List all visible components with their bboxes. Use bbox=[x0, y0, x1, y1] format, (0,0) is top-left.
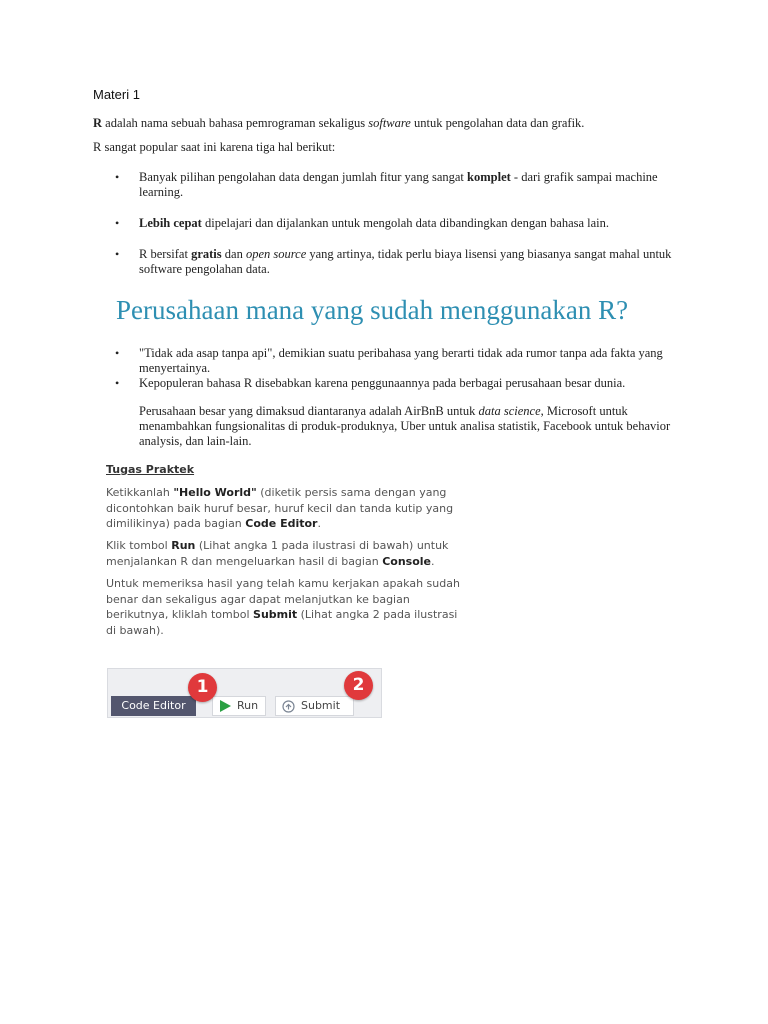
play-icon bbox=[219, 700, 231, 718]
bullet-bold: gratis bbox=[191, 247, 222, 261]
subpara-italic: data science bbox=[478, 404, 541, 418]
companies-paragraph bbox=[139, 404, 675, 449]
bullet-icon: • bbox=[115, 216, 120, 230]
editor-toolbar-illustration bbox=[107, 668, 382, 718]
bullet-text: dan bbox=[221, 247, 246, 261]
bullet-icon: • bbox=[115, 247, 120, 261]
list-item bbox=[93, 376, 673, 391]
upload-icon bbox=[282, 700, 295, 719]
section-heading: Perusahaan mana yang sudah menggunakan R? bbox=[116, 295, 629, 325]
task-text: (Lihat angka 1 pada ilustrasi di bawah) untuk menjalankan R dan mengeluarkan hasil di bagian bbox=[106, 539, 449, 568]
bullet-icon: • bbox=[115, 170, 120, 184]
bullet-text: dipelajari dan dijalankan untuk mengolah data dibandingkan dengan bahasa lain. bbox=[201, 216, 610, 230]
intro-text-a: adalah nama sebuah bahasa pemrograman sekaligus bbox=[102, 116, 369, 130]
subpara-text: Perusahaan besar yang dimaksud diantaranya adalah AirBnB untuk bbox=[139, 404, 479, 418]
bullet-text: R bersifat bbox=[139, 247, 192, 261]
task-title: Tugas Praktek bbox=[106, 463, 195, 476]
task-text: (diketik persis sama dengan yang dicontohkan baik huruf besar, huruf kecil dan tanda kutip yang dimilikinya) pada bagian bbox=[106, 486, 454, 530]
bullet-text: yang artinya, tidak perlu biaya lisensi yang biasanya sangat mahal untuk software pengolahan data. bbox=[139, 247, 672, 276]
bullet-text: Banyak pilihan pengolahan data dengan jumlah fitur yang sangat bbox=[139, 170, 468, 184]
task-bold: Run bbox=[171, 539, 196, 552]
task-bold: "Hello World" bbox=[173, 486, 257, 499]
bullet-italic: open source bbox=[245, 247, 307, 261]
intro-paragraph-2: R sangat popular saat ini karena tiga hal berikut: bbox=[93, 140, 336, 154]
intro-text-b: untuk pengolahan data dan grafik. bbox=[410, 116, 585, 130]
intro-paragraph-1 bbox=[93, 116, 673, 131]
task-paragraph-3 bbox=[106, 576, 466, 638]
list-item bbox=[93, 247, 673, 277]
subpara-text: , Microsoft untuk menambahkan fungsionalitas di produk-produknya, Uber untuk analisa statistik, Facebook untuk behavior analysis, dan lain-lain. bbox=[139, 404, 671, 448]
task-bold: Submit bbox=[253, 608, 298, 621]
reasons-list bbox=[93, 170, 673, 293]
submit-button[interactable] bbox=[275, 696, 354, 716]
list-item bbox=[93, 346, 673, 376]
code-editor-tab[interactable]: Code Editor bbox=[111, 696, 196, 716]
bullet-text: - dari grafik sampai machine learning. bbox=[139, 170, 658, 199]
list-item bbox=[93, 170, 673, 200]
task-paragraph-2 bbox=[106, 538, 466, 569]
bullet-bold: komplet bbox=[467, 170, 511, 184]
task-bold: Console bbox=[382, 554, 431, 568]
companies-list bbox=[93, 346, 673, 391]
submit-button-label: Submit bbox=[301, 699, 341, 712]
step-2-badge: 2 bbox=[344, 671, 373, 700]
task-text: (Lihat angka 2 pada ilustrasi di bawah). bbox=[106, 608, 458, 637]
task-text: Klik tombol bbox=[106, 539, 172, 552]
bullet-text: Kepopuleran bahasa R disebabkan karena penggunaannya pada berbagai perusahaan besar dunia. bbox=[139, 376, 626, 390]
task-text: Ketikkanlah bbox=[106, 486, 174, 499]
bullet-text: "Tidak ada asap tanpa api", demikian suatu peribahasa yang berarti tidak ada rumor tanpa ada fakta yang menyertainya. bbox=[139, 346, 663, 375]
r-bold: R bbox=[93, 116, 103, 130]
task-text: . bbox=[430, 554, 435, 568]
software-italic: software bbox=[368, 116, 411, 130]
page-title: Materi 1 bbox=[93, 87, 140, 102]
task-text: Untuk memeriksa hasil yang telah kamu kerjakan apakah sudah benar dan sekaligus agar dapat melanjutkan ke bagian berikutnya, kliklah tombol bbox=[106, 577, 460, 621]
bullet-icon: • bbox=[115, 376, 120, 390]
list-item bbox=[93, 216, 673, 231]
task-paragraph-1 bbox=[106, 485, 466, 532]
step-1-badge: 1 bbox=[188, 673, 217, 702]
bullet-bold: Lebih cepat bbox=[139, 216, 202, 230]
task-text: . bbox=[317, 517, 321, 530]
run-button[interactable] bbox=[212, 696, 266, 716]
bullet-icon: • bbox=[115, 346, 120, 360]
task-bold: Code Editor bbox=[245, 517, 318, 530]
run-button-label: Run bbox=[237, 699, 259, 712]
